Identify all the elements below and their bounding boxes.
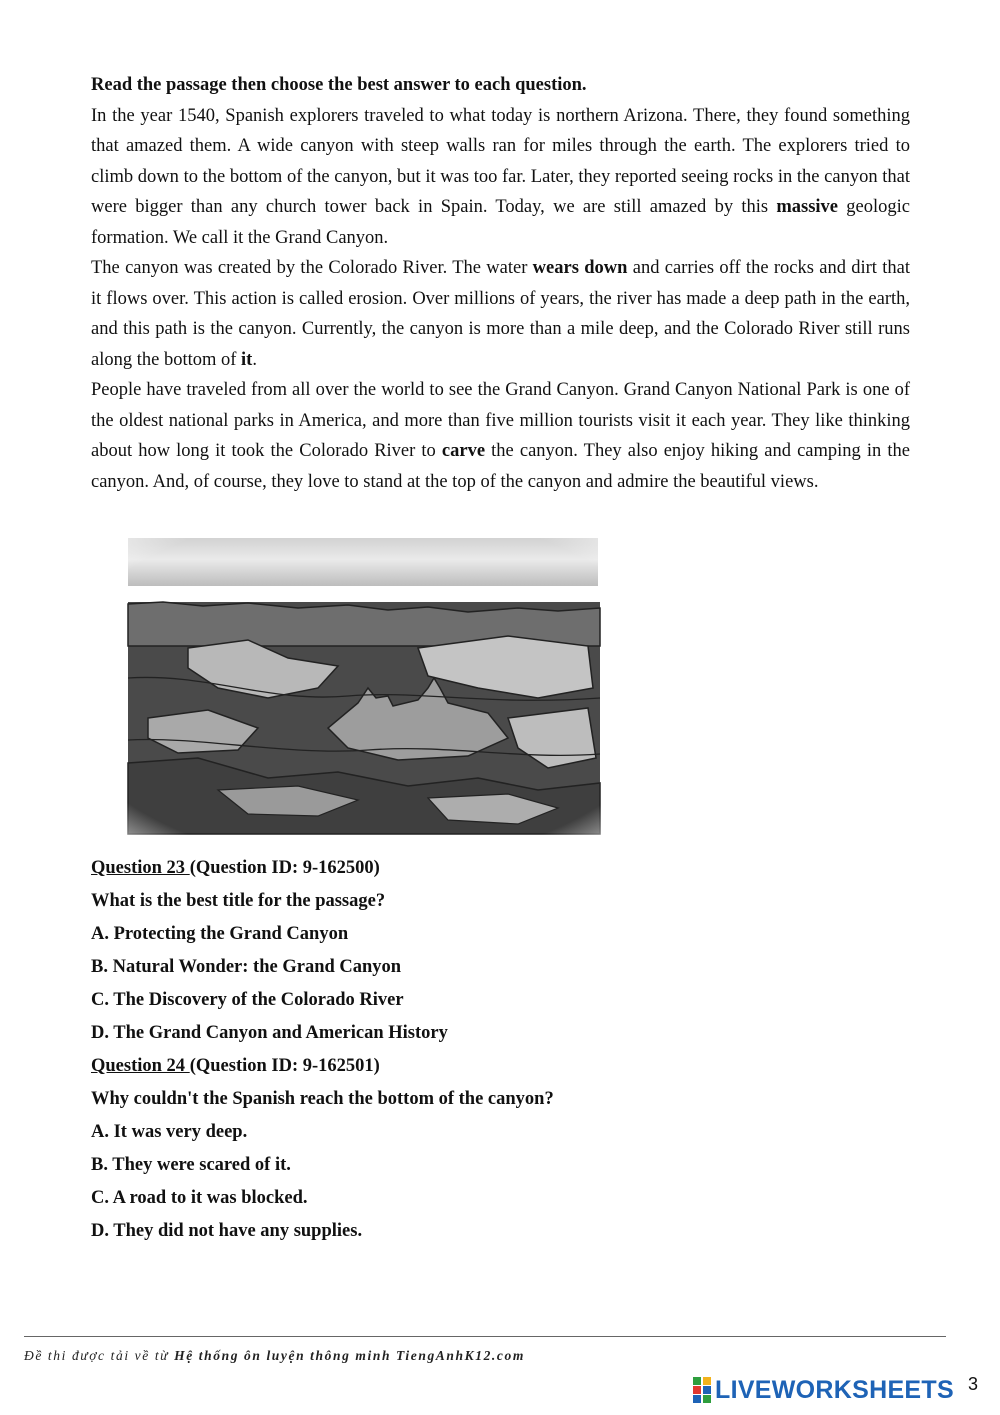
question-24-option-c[interactable]: C. A road to it was blocked. — [91, 1188, 308, 1208]
passage-paragraph-2 — [91, 253, 910, 375]
p2-bold-phrase: wears down — [532, 258, 628, 278]
p1-text-1: In the year 1540, Spanish explorers traveled to what today is northern Arizona. There, they found something that amazed them. A wide canyon with steep walls ran for miles through the earth. The explorers tried to climb down to the bottom of the canyon, but it was too far. Later, they reported seeing rocks in the canyon that were bigger than any church tower back in Spain. Today, we are still amazed by this — [91, 105, 910, 217]
instruction-text: Read the passage then choose the best answer to each question. — [91, 75, 587, 95]
p2-bold-word: it — [241, 349, 253, 370]
question-24-number: Question 24 — [91, 1056, 190, 1076]
liveworksheets-wordmark: LIVEWORKSHEETS — [715, 1375, 954, 1404]
question-23-header — [91, 853, 910, 886]
passage-paragraph-3 — [91, 375, 910, 497]
question-23-prompt: What is the best title for the passage? — [91, 891, 386, 911]
p3-text-2: the canyon. They also enjoy hiking and camping in the canyon. And, of course, they love to stand at the top of the canyon and admire the beautiful views. — [91, 441, 910, 492]
p1-bold-word: massive — [776, 197, 839, 217]
page-number: 3 — [968, 1374, 979, 1394]
grand-canyon-illustration — [88, 528, 643, 846]
question-24-option-d[interactable]: D. They did not have any supplies. — [91, 1221, 363, 1241]
footer-prefix: Đề thi được tải về từ — [24, 1348, 175, 1363]
question-23-option-c[interactable]: C. The Discovery of the Colorado River — [91, 990, 404, 1010]
footer-source — [24, 1348, 525, 1364]
question-23-option-b[interactable]: B. Natural Wonder: the Grand Canyon — [91, 957, 402, 977]
question-23-option-d[interactable]: D. The Grand Canyon and American History — [91, 1023, 448, 1043]
question-23-id: (Question ID: 9-162500) — [189, 858, 380, 878]
question-24-option-b[interactable]: B. They were scared of it. — [91, 1155, 291, 1175]
passage-paragraph-1 — [91, 101, 910, 254]
question-24-option-a[interactable]: A. It was very deep. — [91, 1122, 248, 1142]
footer-divider — [24, 1336, 946, 1337]
question-23-number: Question 23 — [91, 858, 190, 878]
p2-text-3: . — [252, 349, 257, 370]
question-24-prompt: Why couldn't the Spanish reach the bottom of the canyon? — [91, 1089, 554, 1109]
p2-text-1: The canyon was created by the Colorado River. The water — [91, 258, 533, 278]
liveworksheets-brand — [692, 1374, 954, 1406]
p3-bold-word: carve — [441, 441, 486, 461]
question-24-id: (Question ID: 9-162501) — [189, 1056, 380, 1076]
footer-source-name: Hệ thống ôn luyện thông minh TiengAnhK12.com — [174, 1348, 525, 1363]
liveworksheets-logo-icon — [692, 1376, 712, 1404]
p1-text-2: geologic formation. We call it the Grand Canyon. — [91, 197, 910, 248]
question-24-header — [91, 1051, 910, 1084]
p3-text-1: People have traveled from all over the world to see the Grand Canyon. Grand Canyon National Park is one of the oldest national parks in America, and more than five million tourists visit it each year. They like thinking about how long it took the Colorado River to — [91, 380, 910, 461]
passage-section — [91, 70, 910, 497]
questions-section — [91, 853, 910, 1249]
question-23-option-a[interactable]: A. Protecting the Grand Canyon — [91, 924, 349, 944]
p2-text-2: and carries off the rocks and dirt that it flows over. This action is called erosion. Over millions of years, the river has made a deep path in the earth, and this path is the canyon. Currently, the canyon is more than a mile deep, and the Colorado River still runs along the bottom of — [91, 258, 910, 370]
